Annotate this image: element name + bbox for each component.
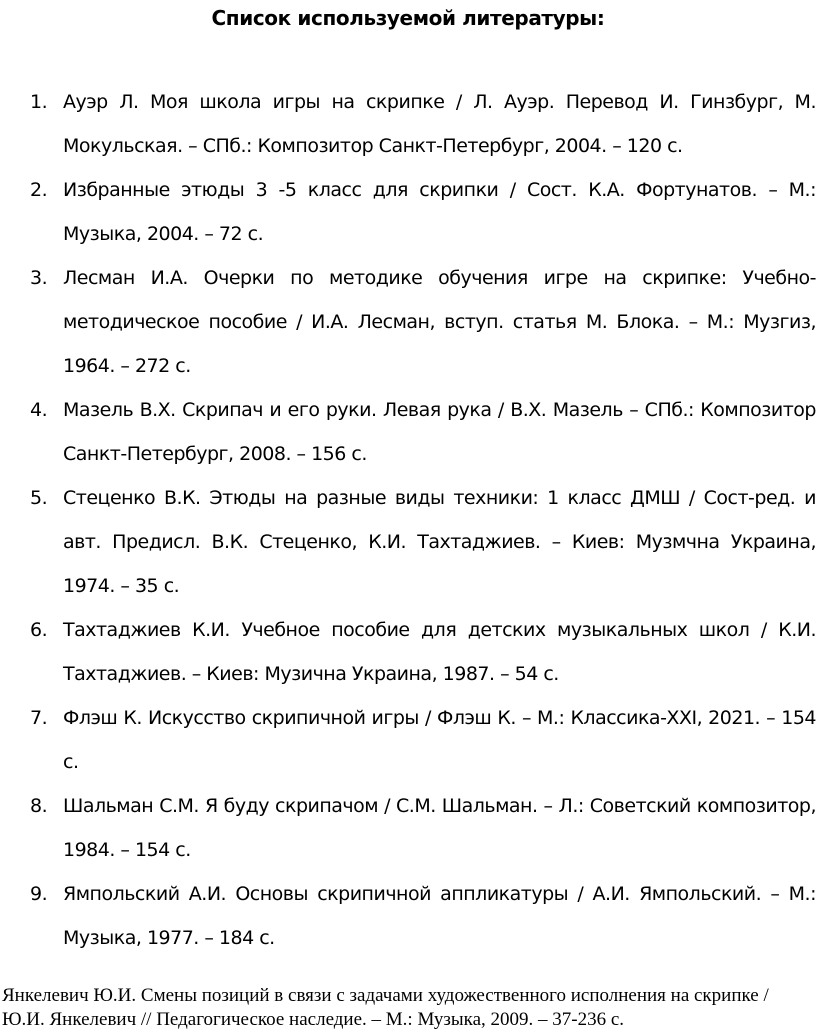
list-item [30, 168, 816, 256]
list-item-text: Стеценко В.К. Этюды на разные виды техники: 1 класс ДМШ / Сост-ред. и авт. Предисл. В.К. Стеценко, К.И. Тахтаджиев. – Киев: Музмчна Украина, 1974. – 35 с. [63, 487, 816, 597]
list-item [30, 872, 816, 960]
list-item-number: 7. [30, 707, 48, 729]
list-item [30, 784, 816, 872]
list-item [30, 256, 816, 388]
list-item [30, 80, 816, 168]
list-item [30, 608, 816, 696]
list-item-text: Мазель В.Х. Скрипач и его руки. Левая рука / В.Х. Мазель – СПб.: Композитор Санкт-Петербург, 2008. – 156 с. [63, 399, 816, 465]
list-item-text: Тахтаджиев К.И. Учебное пособие для детских музыкальных школ / К.И. Тахтаджиев. – Киев: Музична Украина, 1987. – 54 с. [63, 619, 816, 685]
footnote: Янкелевич Ю.И. Смены позиций в связи с задачами художественного исполнения на скрипке / Ю.И. Янкелевич // Педагогическое наследие. – М.: Музыка, 2009. – 37-236 с. [2, 985, 769, 1030]
list-item-number: 1. [30, 91, 48, 113]
list-item-text: Ауэр Л. Моя школа игры на скрипке / Л. Ауэр. Перевод И. Гинзбург, М. Мокульская. – СПб.: Композитор Санкт-Петербург, 2004. – 120 с. [63, 91, 816, 157]
list-item-number: 9. [30, 883, 48, 905]
list-item [30, 476, 816, 608]
reference-list [30, 80, 816, 960]
list-item [30, 696, 816, 784]
list-item-number: 8. [30, 795, 48, 817]
list-item [30, 388, 816, 476]
list-item-number: 5. [30, 487, 48, 509]
list-item-number: 4. [30, 399, 48, 421]
list-item-text: Избранные этюды 3 -5 класс для скрипки / Сост. К.А. Фортунатов. – М.: Музыка, 2004. – 72 с. [63, 179, 816, 245]
list-item-text: Лесман И.А. Очерки по методике обучения игре на скрипке: Учебно-методическое пособие / И.А. Лесман, вступ. статья М. Блока. – М.: Музгиз, 1964. – 272 с. [63, 267, 816, 377]
list-item-number: 3. [30, 267, 48, 289]
list-item-number: 2. [30, 179, 48, 201]
list-item-text: Шальман С.М. Я буду скрипачом / С.М. Шальман. – Л.: Советский композитор, 1984. – 154 с. [63, 795, 816, 861]
page-title: Список используемой литературы: [211, 6, 605, 30]
list-item-number: 6. [30, 619, 48, 641]
list-item-text: Ямпольский А.И. Основы скрипичной аппликатуры / А.И. Ямпольский. – М.: Музыка, 1977. – 184 с. [63, 883, 816, 949]
list-item-text: Флэш К. Искусство скрипичной игры / Флэш К. – М.: Классика-XXI, 2021. – 154 с. [63, 707, 816, 773]
